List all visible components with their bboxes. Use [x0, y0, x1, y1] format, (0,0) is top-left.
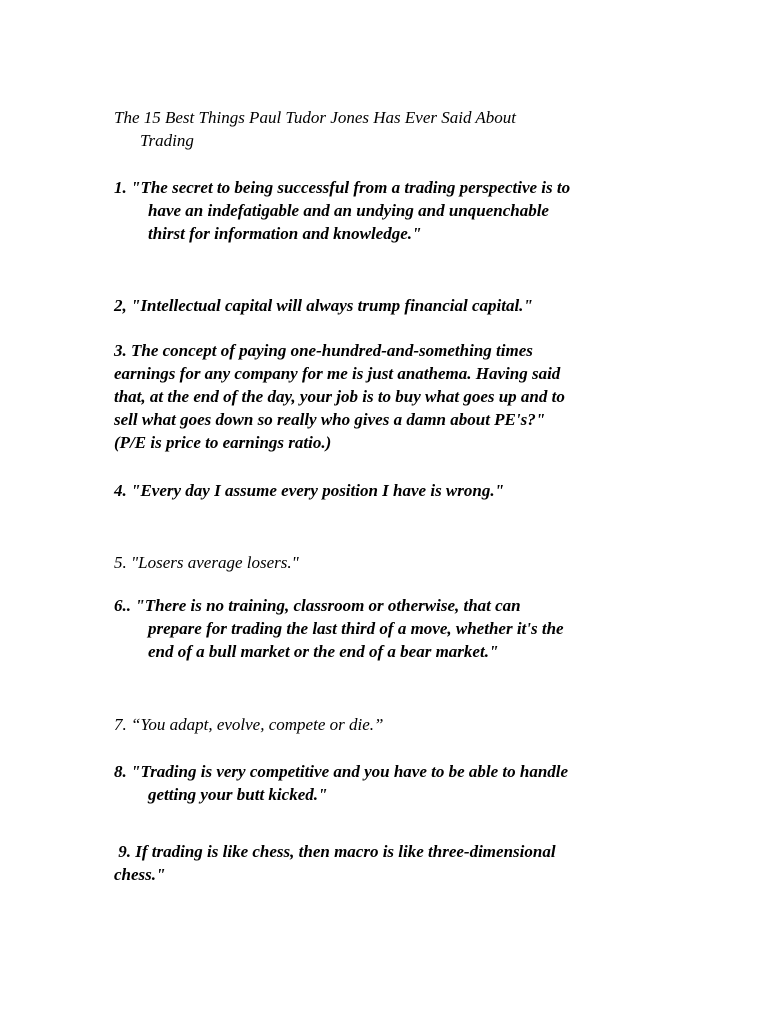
quote-7 — [114, 713, 674, 736]
title-line-1: The 15 Best Things Paul Tudor Jones Has Ever Said About — [114, 108, 517, 127]
quote-3-line-1: 3. The concept of paying one-hundred-and-something times — [114, 341, 533, 360]
quote-2 — [114, 294, 674, 317]
title-line-2: Trading — [140, 131, 194, 150]
quote-1-line-1: 1. "The secret to being successful from a trading perspective is to — [114, 178, 571, 197]
quote-1 — [114, 176, 674, 245]
quote-6 — [114, 594, 674, 663]
quote-2-line-1: 2, "Intellectual capital will always trump financial capital." — [114, 296, 533, 315]
quote-6-line-1: 6.. "There is no training, classroom or otherwise, that can — [114, 596, 521, 615]
quote-6-line-2: prepare for trading the last third of a move, whether it's the — [148, 619, 564, 638]
quote-1-line-2: have an indefatigable and an undying and unquenchable — [148, 201, 549, 220]
document-title — [114, 106, 674, 152]
quote-3-line-5: (P/E is price to earnings ratio.) — [114, 433, 332, 452]
quote-9-line-1: 9. If trading is like chess, then macro is like three-dimensional — [114, 842, 556, 861]
quote-5 — [114, 551, 674, 574]
quote-3-line-4: sell what goes down so really who gives a damn about PE's?" — [114, 410, 546, 429]
quote-6-line-3: end of a bull market or the end of a bear market." — [148, 642, 499, 661]
quote-8-line-1: 8. "Trading is very competitive and you have to be able to handle — [114, 762, 569, 781]
quote-3-line-3: that, at the end of the day, your job is to buy what goes up and to — [114, 387, 565, 406]
quote-7-line-1: 7. “You adapt, evolve, compete or die.” — [114, 715, 384, 734]
quote-8-line-2: getting your butt kicked." — [148, 785, 328, 804]
quote-9-line-2: chess." — [114, 865, 166, 884]
quote-1-line-3: thirst for information and knowledge." — [148, 224, 422, 243]
quote-9 — [114, 840, 674, 886]
quote-5-line-1: 5. "Losers average losers." — [114, 553, 299, 572]
quote-3-line-2: earnings for any company for me is just anathema. Having said — [114, 364, 561, 383]
quote-4 — [114, 479, 674, 502]
quote-8 — [114, 760, 674, 806]
quote-3 — [114, 339, 674, 454]
quote-4-line-1: 4. "Every day I assume every position I have is wrong." — [114, 481, 505, 500]
